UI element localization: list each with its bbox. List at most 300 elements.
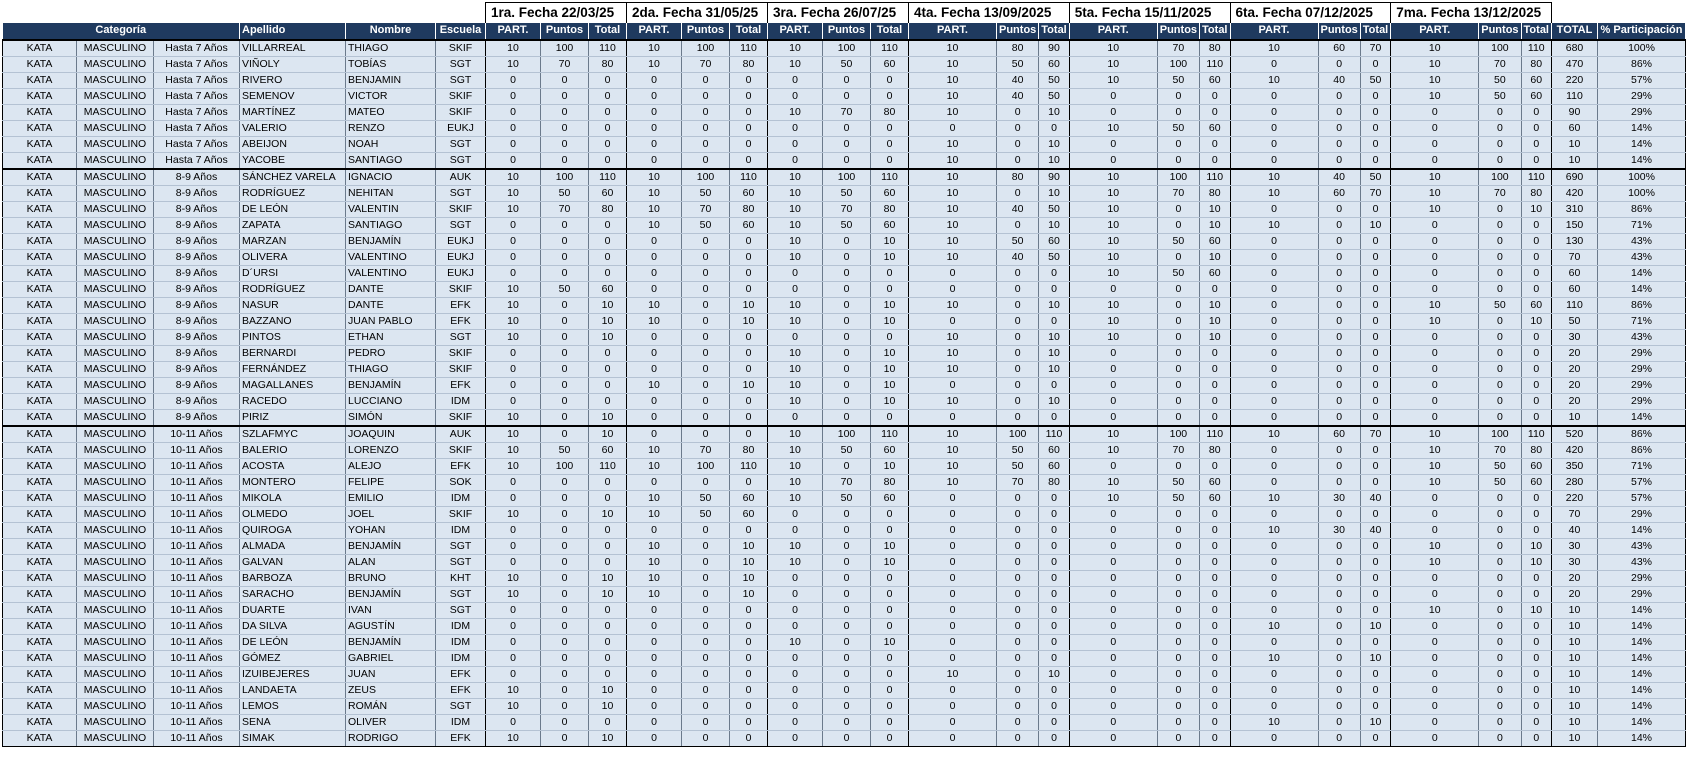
escuela-cell: SGT: [436, 554, 486, 570]
nombre-cell: BENJAMÍN: [346, 377, 436, 393]
puntos-cell: 50: [541, 442, 589, 458]
categoria-cell: 10-11 Años: [154, 586, 240, 602]
part-header: PART.: [627, 23, 682, 40]
total-cell: 0: [730, 265, 768, 281]
participacion-cell: 86%: [1598, 201, 1686, 217]
part-cell: 10: [768, 56, 823, 72]
table-row: [3, 40, 1686, 57]
total-cell: 0: [1200, 506, 1230, 522]
puntos-cell: 0: [1157, 152, 1199, 169]
puntos-cell: 0: [682, 136, 730, 152]
nombre-cell: SANTIAGO: [346, 152, 436, 169]
total-cell: 0: [871, 682, 909, 698]
total-cell: 10: [871, 297, 909, 313]
puntos-cell: 0: [541, 650, 589, 666]
total-cell: 110: [1200, 426, 1230, 443]
apellido-cell: NASUR: [240, 297, 346, 313]
participacion-header: % Participación: [1598, 23, 1686, 40]
total-cell: 0: [1360, 329, 1390, 345]
total-cell: 110: [589, 40, 627, 57]
total-cell: 50: [1039, 72, 1069, 88]
puntos-cell: 50: [682, 490, 730, 506]
puntos-cell: 0: [823, 233, 871, 249]
puntos-cell: 0: [682, 104, 730, 120]
part-cell: 0: [768, 265, 823, 281]
puntos-cell: 60: [1318, 40, 1360, 57]
total-cell: 50: [1039, 88, 1069, 104]
total-cell: 0: [1360, 409, 1390, 426]
part-cell: 10: [486, 682, 541, 698]
total-cell: 0: [589, 474, 627, 490]
puntos-cell: 0: [1318, 329, 1360, 345]
disciplina-cell: KATA: [3, 120, 77, 136]
puntos-cell: 0: [1318, 249, 1360, 265]
total-cell: 0: [1200, 618, 1230, 634]
part-cell: 0: [1230, 120, 1318, 136]
part-cell: 0: [1391, 265, 1479, 281]
categoria-cell: 10-11 Años: [154, 490, 240, 506]
genero-cell: MASCULINO: [77, 249, 154, 265]
genero-cell: MASCULINO: [77, 458, 154, 474]
participacion-cell: 14%: [1598, 666, 1686, 682]
escuela-cell: SGT: [436, 329, 486, 345]
part-cell: 10: [909, 40, 997, 57]
total-cell: 0: [1360, 152, 1390, 169]
escuela-cell: SGT: [436, 698, 486, 714]
puntos-cell: 0: [997, 345, 1039, 361]
apellido-cell: MAGALLANES: [240, 377, 346, 393]
puntos-cell: 100: [541, 169, 589, 186]
puntos-cell: 0: [997, 120, 1039, 136]
categoria-cell: 10-11 Años: [154, 714, 240, 730]
part-cell: 10: [1069, 249, 1157, 265]
part-cell: 0: [486, 393, 541, 409]
total-cell: 90: [1039, 40, 1069, 57]
total-cell: 0: [1521, 682, 1551, 698]
total-cell: 60: [871, 442, 909, 458]
total-cell: 0: [1521, 393, 1551, 409]
puntos-cell: 50: [682, 217, 730, 233]
puntos-cell: 0: [1479, 634, 1521, 650]
date-header-7: 7ma. Fecha 13/12/2025: [1391, 3, 1552, 23]
nombre-cell: IVAN: [346, 602, 436, 618]
grand-total-cell: 130: [1552, 233, 1598, 249]
genero-cell: MASCULINO: [77, 586, 154, 602]
total-cell: 10: [1039, 185, 1069, 201]
nombre-cell: ALEJO: [346, 458, 436, 474]
part-cell: 0: [1069, 88, 1157, 104]
part-cell: 0: [909, 730, 997, 746]
part-cell: 10: [768, 169, 823, 186]
puntos-cell: 0: [997, 136, 1039, 152]
part-cell: 10: [486, 297, 541, 313]
table-row: [3, 377, 1686, 393]
part-cell: 0: [1230, 474, 1318, 490]
part-cell: 10: [486, 40, 541, 57]
table-row: [3, 554, 1686, 570]
puntos-cell: 0: [682, 297, 730, 313]
part-cell: 0: [1069, 361, 1157, 377]
grand-total-header: TOTAL: [1552, 23, 1598, 40]
part-cell: 10: [1391, 56, 1479, 72]
apellido-cell: DUARTE: [240, 602, 346, 618]
categoria-cell: 10-11 Años: [154, 458, 240, 474]
nombre-cell: BENJAMÍN: [346, 634, 436, 650]
apellido-cell: PIRIZ: [240, 409, 346, 426]
puntos-cell: 0: [1157, 714, 1199, 730]
participacion-cell: 43%: [1598, 249, 1686, 265]
part-cell: 0: [768, 281, 823, 297]
total-cell: 0: [589, 120, 627, 136]
escuela-cell: SKIF: [436, 281, 486, 297]
puntos-cell: 0: [541, 233, 589, 249]
puntos-cell: 0: [682, 265, 730, 281]
puntos-cell: 0: [997, 522, 1039, 538]
total-cell: 10: [1360, 650, 1390, 666]
puntos-cell: 0: [823, 570, 871, 586]
part-cell: 10: [1069, 490, 1157, 506]
puntos-cell: 0: [997, 602, 1039, 618]
part-cell: 0: [1069, 666, 1157, 682]
nombre-cell: MATEO: [346, 104, 436, 120]
categoria-cell: Hasta 7 Años: [154, 72, 240, 88]
part-cell: 10: [1230, 217, 1318, 233]
participacion-cell: 29%: [1598, 88, 1686, 104]
puntos-cell: 0: [1479, 586, 1521, 602]
apellido-cell: SIMAK: [240, 730, 346, 746]
table-row: [3, 120, 1686, 136]
puntos-cell: 0: [541, 249, 589, 265]
puntos-cell: 0: [997, 714, 1039, 730]
part-cell: 0: [627, 104, 682, 120]
part-cell: 10: [486, 506, 541, 522]
escuela-cell: SKIF: [436, 104, 486, 120]
part-cell: 10: [768, 458, 823, 474]
puntos-cell: 0: [1157, 634, 1199, 650]
categoria-cell: 10-11 Años: [154, 474, 240, 490]
table-row: [3, 474, 1686, 490]
part-cell: 10: [1391, 40, 1479, 57]
puntos-cell: 0: [682, 233, 730, 249]
apellido-cell: IZUIBEJERES: [240, 666, 346, 682]
puntos-cell: 100: [682, 169, 730, 186]
total-cell: 0: [730, 426, 768, 443]
puntos-cell: 0: [1318, 634, 1360, 650]
table-row: [3, 152, 1686, 169]
apellido-cell: YACOBE: [240, 152, 346, 169]
total-cell: 70: [1360, 426, 1390, 443]
genero-cell: MASCULINO: [77, 345, 154, 361]
puntos-cell: 0: [1318, 265, 1360, 281]
grand-total-cell: 10: [1552, 152, 1598, 169]
part-cell: 10: [627, 201, 682, 217]
table-row: [3, 393, 1686, 409]
part-cell: 10: [768, 104, 823, 120]
disciplina-cell: KATA: [3, 313, 77, 329]
disciplina-cell: KATA: [3, 217, 77, 233]
part-cell: 0: [909, 522, 997, 538]
apellido-cell: VALERIO: [240, 120, 346, 136]
categoria-cell: Hasta 7 Años: [154, 40, 240, 57]
disciplina-cell: KATA: [3, 361, 77, 377]
part-cell: 10: [486, 570, 541, 586]
total-cell: 0: [1200, 136, 1230, 152]
puntos-cell: 0: [823, 409, 871, 426]
participacion-cell: 86%: [1598, 426, 1686, 443]
total-cell: 10: [1039, 136, 1069, 152]
table-row: [3, 586, 1686, 602]
total-cell: 60: [1521, 297, 1551, 313]
part-cell: 0: [768, 714, 823, 730]
total-cell: 10: [589, 426, 627, 443]
escuela-cell: SKIF: [436, 506, 486, 522]
puntos-cell: 0: [682, 313, 730, 329]
puntos-cell: 0: [682, 522, 730, 538]
total-cell: 50: [1360, 72, 1390, 88]
categoria-cell: 10-11 Años: [154, 682, 240, 698]
total-cell: 60: [1200, 265, 1230, 281]
escuela-cell: EFK: [436, 458, 486, 474]
total-cell: 10: [1521, 538, 1551, 554]
participacion-cell: 14%: [1598, 120, 1686, 136]
participacion-cell: 14%: [1598, 730, 1686, 746]
total-cell: 0: [871, 586, 909, 602]
total-cell: 0: [1360, 313, 1390, 329]
puntos-cell: 0: [682, 586, 730, 602]
total-cell: 70: [1360, 40, 1390, 57]
part-cell: 0: [1391, 249, 1479, 265]
date-header-row: [3, 3, 1686, 23]
grand-total-cell: 350: [1552, 458, 1598, 474]
part-cell: 0: [1391, 570, 1479, 586]
part-cell: 10: [486, 442, 541, 458]
puntos-cell: 0: [823, 554, 871, 570]
total-cell: 0: [1521, 249, 1551, 265]
grand-total-cell: 690: [1552, 169, 1598, 186]
part-cell: 0: [627, 634, 682, 650]
genero-cell: MASCULINO: [77, 506, 154, 522]
part-cell: 0: [1391, 281, 1479, 297]
total-cell: 0: [730, 152, 768, 169]
puntos-cell: 0: [1157, 666, 1199, 682]
puntos-cell: 0: [1318, 281, 1360, 297]
part-cell: 0: [1230, 281, 1318, 297]
disciplina-cell: KATA: [3, 169, 77, 186]
disciplina-cell: KATA: [3, 249, 77, 265]
categoria-cell: 8-9 Años: [154, 185, 240, 201]
part-cell: 0: [627, 329, 682, 345]
total-cell: 50: [1039, 249, 1069, 265]
part-cell: 0: [909, 586, 997, 602]
disciplina-cell: KATA: [3, 698, 77, 714]
total-cell: 10: [730, 538, 768, 554]
puntos-cell: 0: [1479, 698, 1521, 714]
categoria-cell: 10-11 Años: [154, 602, 240, 618]
total-cell: 0: [1200, 393, 1230, 409]
part-cell: 10: [909, 217, 997, 233]
puntos-cell: 0: [682, 72, 730, 88]
total-cell: 10: [730, 377, 768, 393]
part-cell: 10: [486, 329, 541, 345]
nombre-cell: VICTOR: [346, 88, 436, 104]
part-cell: 10: [627, 442, 682, 458]
total-cell: 0: [1360, 393, 1390, 409]
apellido-cell: RIVERO: [240, 72, 346, 88]
categoria-cell: 10-11 Años: [154, 666, 240, 682]
part-header: PART.: [486, 23, 541, 40]
puntos-cell: 0: [1318, 313, 1360, 329]
part-cell: 0: [1391, 136, 1479, 152]
apellido-cell: ZAPATA: [240, 217, 346, 233]
escuela-cell: SGT: [436, 586, 486, 602]
part-cell: 0: [1230, 506, 1318, 522]
part-cell: 0: [1230, 634, 1318, 650]
part-cell: 0: [909, 538, 997, 554]
genero-cell: MASCULINO: [77, 602, 154, 618]
participacion-cell: 57%: [1598, 474, 1686, 490]
part-cell: 10: [486, 313, 541, 329]
puntos-cell: 0: [1479, 136, 1521, 152]
part-cell: 0: [1230, 442, 1318, 458]
categoria-cell: 10-11 Años: [154, 730, 240, 746]
puntos-cell: 0: [1318, 152, 1360, 169]
apellido-cell: DA SILVA: [240, 618, 346, 634]
part-cell: 10: [1391, 88, 1479, 104]
date-header-4: 4ta. Fecha 13/09/2025: [909, 3, 1070, 23]
part-cell: 0: [1230, 313, 1318, 329]
total-cell: 0: [1039, 698, 1069, 714]
total-cell: 0: [730, 602, 768, 618]
total-cell: 0: [1039, 714, 1069, 730]
puntos-cell: 0: [541, 297, 589, 313]
puntos-cell: 0: [997, 217, 1039, 233]
apellido-cell: SARACHO: [240, 586, 346, 602]
total-cell: 0: [871, 506, 909, 522]
puntos-cell: 0: [823, 152, 871, 169]
total-cell: 110: [730, 169, 768, 186]
grand-total-cell: 280: [1552, 474, 1598, 490]
part-cell: 10: [768, 345, 823, 361]
total-cell: 10: [1200, 313, 1230, 329]
nombre-cell: BENJAMÍN: [346, 233, 436, 249]
puntos-cell: 0: [541, 393, 589, 409]
part-cell: 0: [1069, 152, 1157, 169]
disciplina-cell: KATA: [3, 570, 77, 586]
part-cell: 0: [1230, 377, 1318, 393]
nombre-cell: OLIVER: [346, 714, 436, 730]
puntos-cell: 0: [1318, 409, 1360, 426]
puntos-cell: 0: [1157, 361, 1199, 377]
total-cell: 110: [1039, 426, 1069, 443]
part-cell: 10: [909, 393, 997, 409]
participacion-cell: 57%: [1598, 490, 1686, 506]
escuela-header: Escuela: [436, 23, 486, 40]
part-cell: 10: [627, 377, 682, 393]
total-cell: 60: [1039, 233, 1069, 249]
total-cell: 80: [1200, 185, 1230, 201]
total-cell: 0: [871, 730, 909, 746]
part-cell: 10: [768, 249, 823, 265]
categoria-cell: 8-9 Años: [154, 313, 240, 329]
part-cell: 0: [1069, 714, 1157, 730]
part-cell: 0: [627, 136, 682, 152]
puntos-cell: 0: [682, 730, 730, 746]
puntos-cell: 0: [1157, 345, 1199, 361]
part-cell: 0: [909, 714, 997, 730]
table-row: [3, 329, 1686, 345]
part-cell: 0: [1069, 506, 1157, 522]
total-cell: 110: [1200, 56, 1230, 72]
puntos-cell: 50: [997, 442, 1039, 458]
puntos-cell: 0: [1318, 602, 1360, 618]
total-cell: 0: [1200, 361, 1230, 377]
part-cell: 10: [627, 297, 682, 313]
total-cell: 0: [589, 361, 627, 377]
total-cell: 10: [1200, 329, 1230, 345]
puntos-header: Puntos: [823, 23, 871, 40]
puntos-cell: 0: [823, 538, 871, 554]
puntos-cell: 100: [1157, 426, 1199, 443]
escuela-cell: IDM: [436, 634, 486, 650]
participacion-cell: 100%: [1598, 169, 1686, 186]
categoria-cell: 8-9 Años: [154, 393, 240, 409]
puntos-cell: 0: [997, 361, 1039, 377]
total-cell: 0: [1521, 104, 1551, 120]
puntos-cell: 0: [1318, 377, 1360, 393]
part-cell: 10: [1069, 313, 1157, 329]
total-cell: 0: [589, 217, 627, 233]
categoria-cell: 10-11 Años: [154, 426, 240, 443]
puntos-cell: 0: [1479, 506, 1521, 522]
puntos-cell: 0: [682, 329, 730, 345]
puntos-cell: 0: [997, 682, 1039, 698]
part-cell: 0: [1391, 120, 1479, 136]
part-cell: 10: [1230, 169, 1318, 186]
puntos-cell: 0: [1157, 458, 1199, 474]
puntos-cell: 0: [823, 281, 871, 297]
total-cell: 0: [1200, 377, 1230, 393]
nombre-cell: JOAQUIN: [346, 426, 436, 443]
part-cell: 0: [1391, 490, 1479, 506]
part-cell: 0: [1391, 730, 1479, 746]
total-cell: 110: [1521, 40, 1551, 57]
participacion-cell: 14%: [1598, 698, 1686, 714]
total-header: Total: [1521, 23, 1551, 40]
total-cell: 0: [1039, 618, 1069, 634]
escuela-cell: SGT: [436, 217, 486, 233]
nombre-cell: LORENZO: [346, 442, 436, 458]
total-cell: 110: [871, 169, 909, 186]
part-cell: 10: [909, 442, 997, 458]
escuela-cell: SKIF: [436, 442, 486, 458]
apellido-cell: RACEDO: [240, 393, 346, 409]
puntos-cell: 0: [997, 618, 1039, 634]
part-header: PART.: [909, 23, 997, 40]
puntos-cell: 0: [682, 426, 730, 443]
puntos-cell: 0: [1479, 345, 1521, 361]
grand-total-cell: 20: [1552, 345, 1598, 361]
escuela-cell: KHT: [436, 570, 486, 586]
puntos-cell: 0: [541, 554, 589, 570]
total-cell: 0: [1039, 650, 1069, 666]
puntos-cell: 0: [997, 506, 1039, 522]
part-cell: 10: [768, 538, 823, 554]
part-cell: 10: [909, 72, 997, 88]
total-cell: 0: [1521, 570, 1551, 586]
apellido-cell: VILLARREAL: [240, 40, 346, 57]
participacion-cell: 14%: [1598, 714, 1686, 730]
total-cell: 10: [1039, 666, 1069, 682]
